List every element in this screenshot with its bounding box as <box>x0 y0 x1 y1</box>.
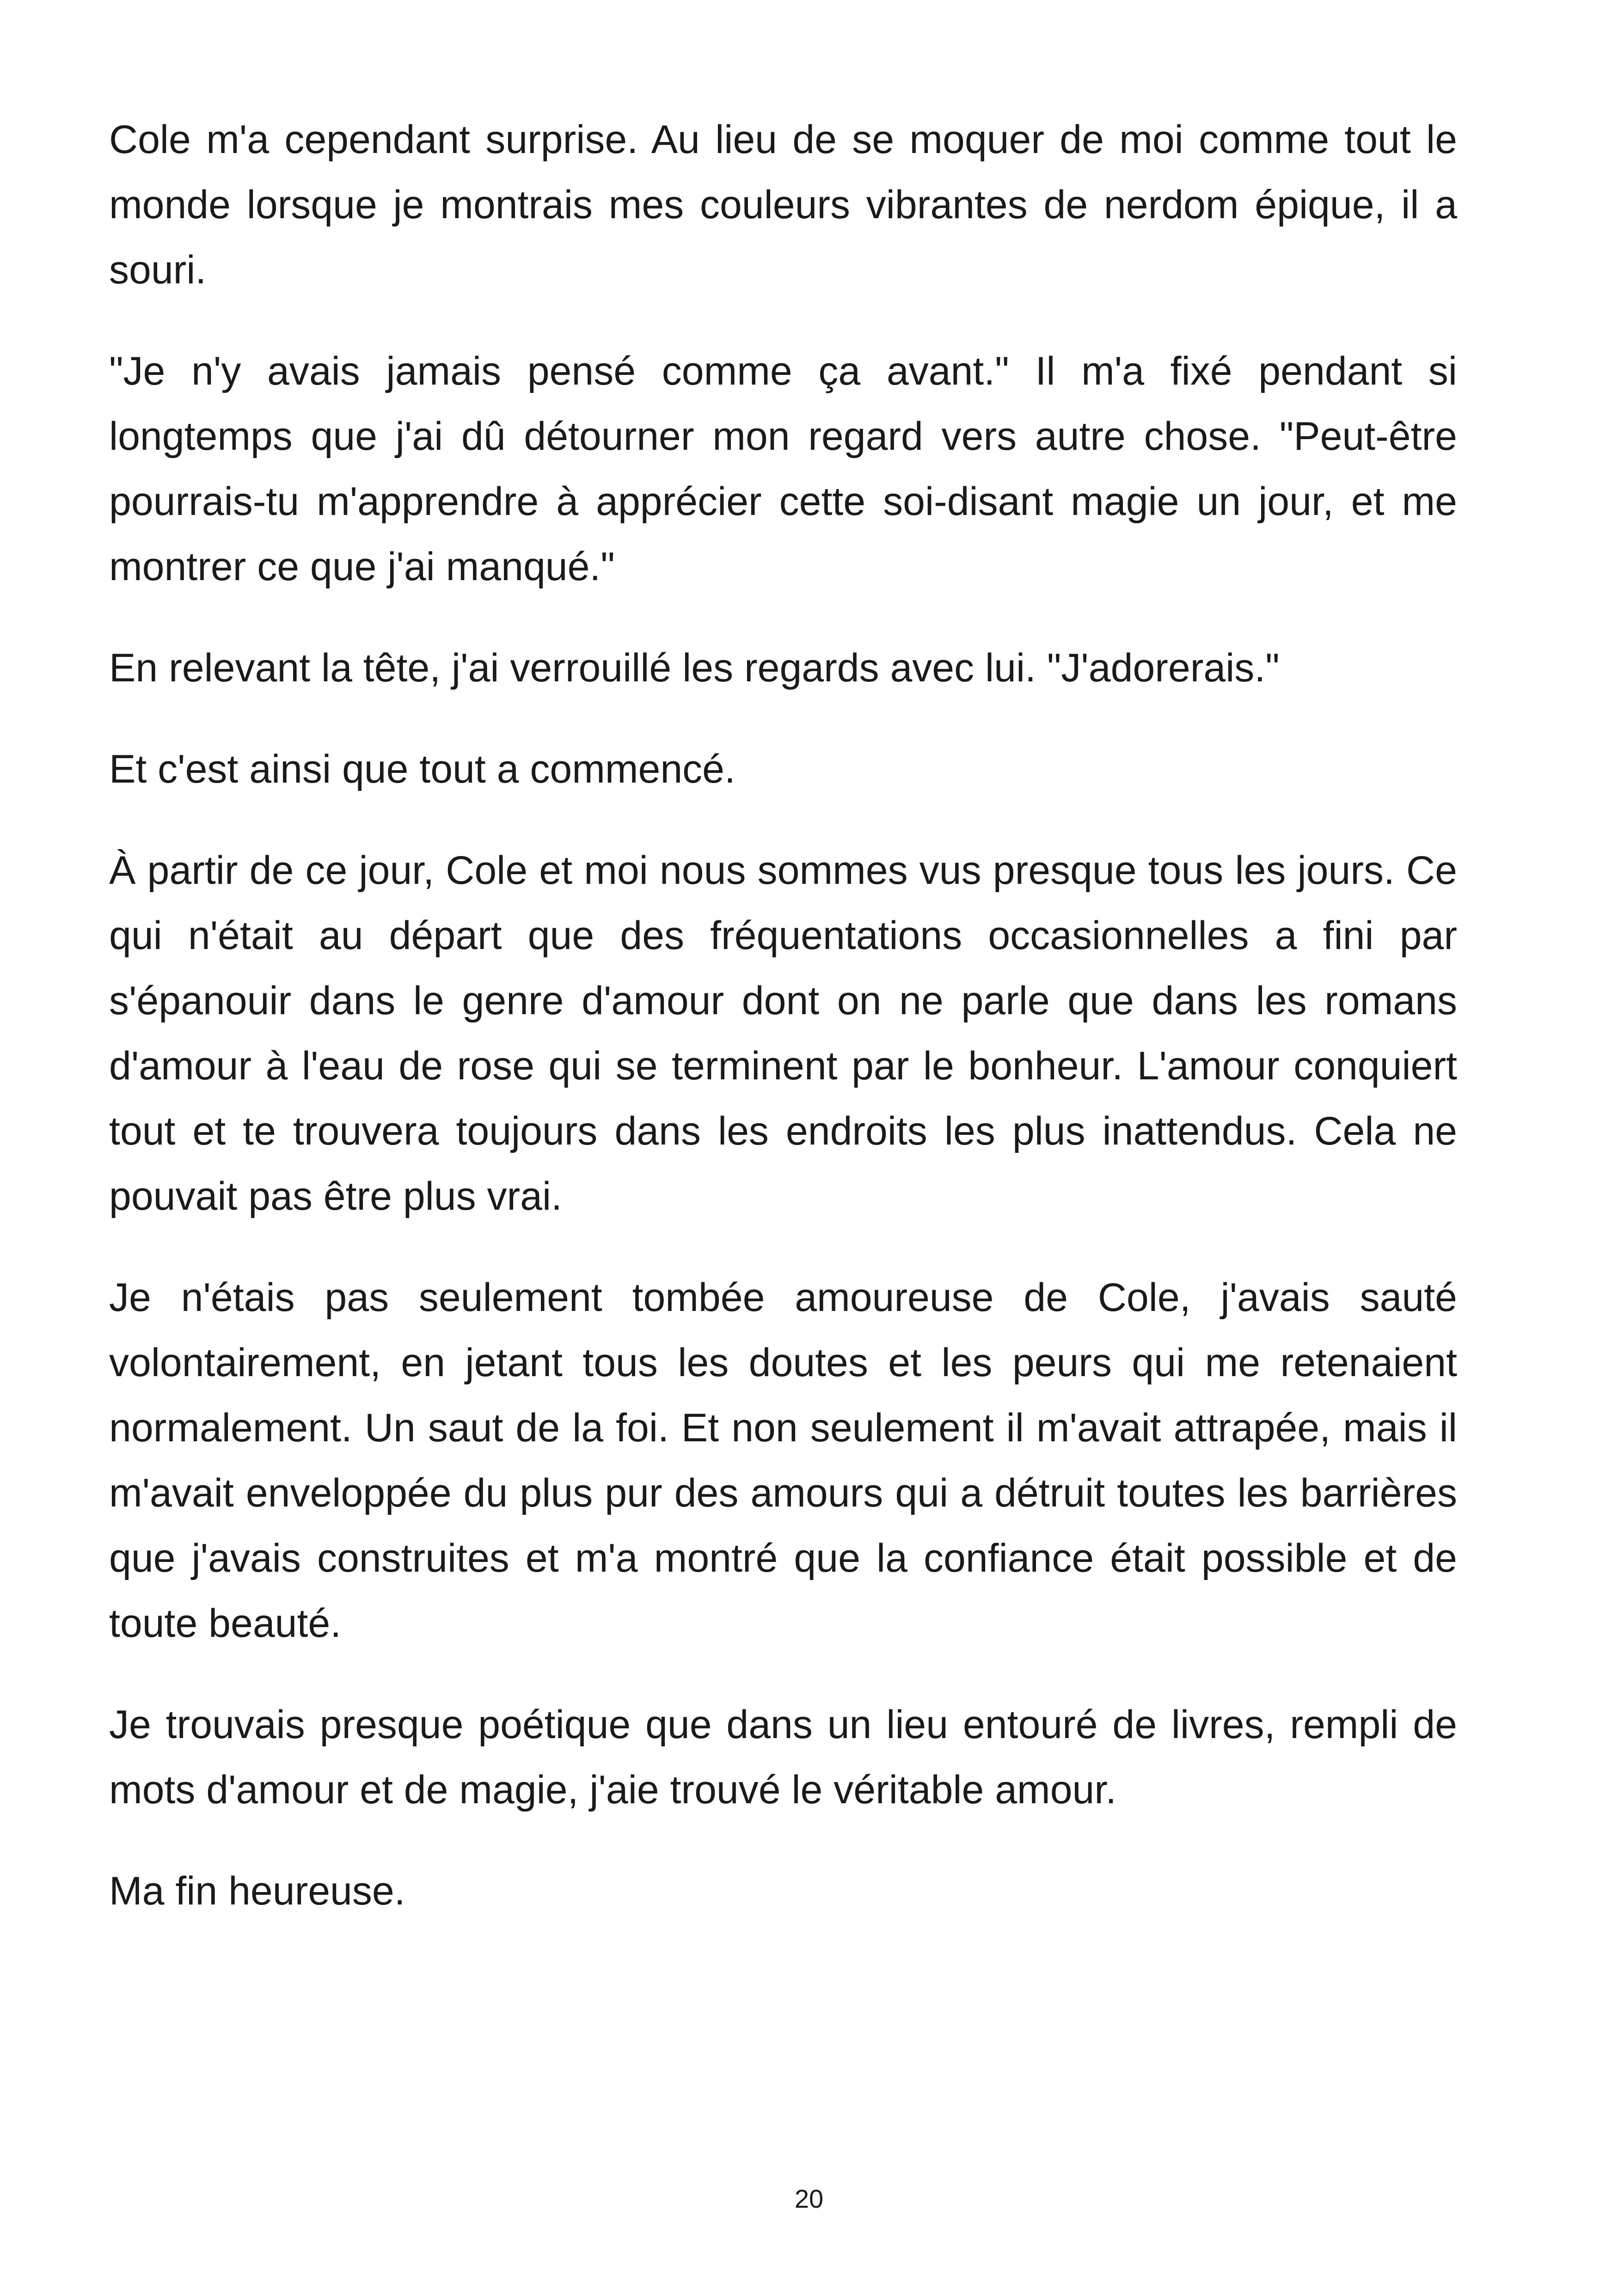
paragraph-6: Je n'étais pas seulement tombée amoureuse de Cole, j'avais sauté volontairement, en jetant tous les doutes et les peurs qui me retenaient normalement. Un saut de la foi. Et non seulement il m'avait attrapée, mais il m'avait enveloppée du plus pur des amours qui a détruit toutes les barrières que j'avais construites et m'a montré que la confiance était possible et de toute beauté. <box>109 1275 1457 1646</box>
page-number: 20 <box>794 2184 824 2213</box>
paragraph-4: Et c'est ainsi que tout a commencé. <box>109 747 735 791</box>
paragraph-8: Ma fin heureuse. <box>109 1869 405 1913</box>
paragraph-1: Cole m'a cependant surprise. Au lieu de se moquer de moi comme tout le monde lorsque je montrais mes couleurs vibrantes de nerdom épique, il a souri. <box>109 117 1457 292</box>
paragraph-7: Je trouvais presque poétique que dans un lieu entouré de livres, rempli de mots d'amour et de magie, j'aie trouvé le véritable amour. <box>109 1702 1457 1812</box>
paragraph-5: À partir de ce jour, Cole et moi nous sommes vus presque tous les jours. Ce qui n'était au départ que des fréquentations occasionnelles a fini par s'épanouir dans le genre d'amour dont on ne parle que dans les romans d'amour à l'eau de rose qui se terminent par le bonheur. L'amour conquiert tout et te trouvera toujours dans les endroits les plus inattendus. Cela ne pouvait pas être plus vrai. <box>109 848 1457 1218</box>
paragraph-3: En relevant la tête, j'ai verrouillé les regards avec lui. "J'adorerais." <box>109 646 1280 690</box>
body-text <box>109 107 1457 1960</box>
paragraph-2: "Je n'y avais jamais pensé comme ça avant." Il m'a fixé pendant si longtemps que j'ai dû détourner mon regard vers autre chose. "Peut-être pourrais-tu m'apprendre à apprécier cette soi-disant magie un jour, et me montrer ce que j'ai manqué." <box>109 349 1457 589</box>
